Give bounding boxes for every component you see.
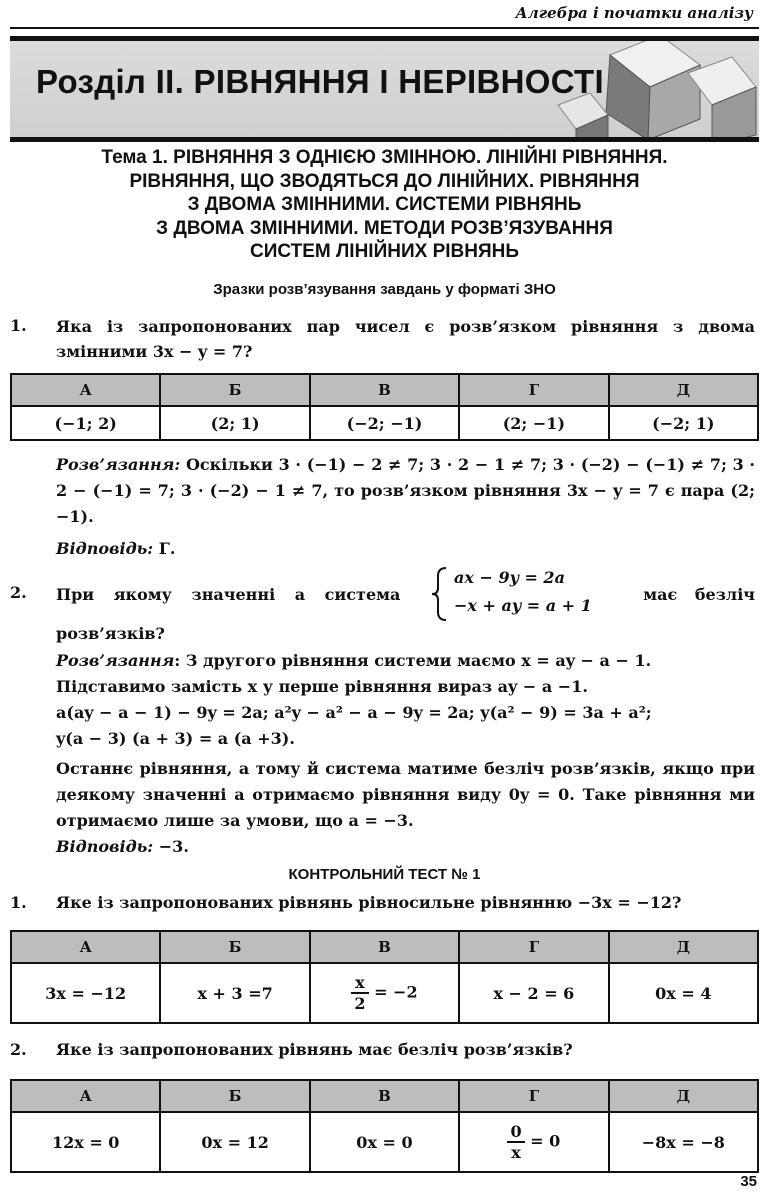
solution-line: a(ay − a − 1) − 9y = 2a; a²y − a² − a − 9y = 2a; y(a² − 9) = 3a + a²; (56, 703, 652, 722)
system-equation-2: −x + ay = a + 1 (454, 596, 592, 615)
answer-letter: Б (160, 931, 309, 963)
answer-table (10, 1079, 759, 1173)
answer-cell: (−1; 2) (11, 406, 160, 440)
answer-cell: 0x = 4 (609, 963, 758, 1023)
page-number: 35 (740, 1173, 757, 1190)
solution-text: : З другого рівняння системи маємо x = ay − a − 1. (174, 651, 652, 670)
answer-line (56, 835, 755, 859)
answer-value: Г. (153, 539, 176, 558)
answer-letter: Д (609, 1080, 758, 1112)
solution-text: Оскільки 3 · (−1) − 2 ≠ 7; 3 · 2 − 1 ≠ 7; 3 · (−2) − (−1) ≠ 7; 3 · 2 − (−1) = 7; 3 · (−2) − 1 ≠ 7, то розв’язком рівняння 3x − y = 7 є пара (2; −1). (56, 455, 755, 526)
equation-system (430, 566, 630, 622)
test-question-number: 1. (10, 893, 27, 912)
answer-letter: В (310, 374, 459, 406)
answer-letter: Д (609, 931, 758, 963)
answer-cell: 12x = 0 (11, 1112, 160, 1172)
answer-cell: x − 2 = 6 (459, 963, 608, 1023)
question-part: має безліч (643, 585, 755, 604)
fraction-numerator: 0 (507, 1122, 524, 1143)
answer-label: Відповідь: (56, 539, 154, 558)
answer-cell: (−2; 1) (609, 406, 758, 440)
section-title: Розділ ІІ. РІВНЯННЯ І НЕРІВНОСТІ (36, 63, 604, 100)
answer-cell: 0x = 12 (160, 1112, 309, 1172)
answer-letter: А (11, 374, 160, 406)
answer-line (56, 537, 755, 561)
solution-line (56, 648, 755, 674)
answer-value: −3. (153, 837, 189, 856)
example-number: 1. (10, 316, 27, 335)
answer-letter: А (11, 931, 160, 963)
answer-letter: Г (459, 1080, 608, 1112)
test-heading: КОНТРОЛЬНИЙ ТЕСТ № 1 (288, 866, 481, 883)
system-equation-1: ax − 9y = 2a (454, 568, 565, 587)
solution-paragraph: Останнє рівняння, а тому й система матиме безліч розв’язків, якщо при деякому значенні a отримаємо рівняння виду 0y = 0. Таке рівняння ми отримаємо лише за умови, що a = −3. (56, 759, 755, 830)
answer-cell-fraction (459, 1112, 608, 1172)
running-header: Алгебра і початки аналізу (515, 4, 753, 22)
solution-paragraph (56, 452, 755, 530)
fraction-denominator: x (511, 1143, 521, 1162)
answer-letter: Б (160, 1080, 309, 1112)
answer-letter: В (310, 931, 459, 963)
answer-letter: Г (459, 374, 608, 406)
answer-label: Відповідь: (56, 837, 154, 856)
test-question: Яке із запропонованих рівнянь рівносильне рівнянню −3x = −12? (56, 893, 682, 912)
solution-paragraph (56, 648, 755, 752)
answer-cell: (2; 1) (160, 406, 309, 440)
section-banner (10, 36, 759, 142)
answer-letter: Д (609, 374, 758, 406)
answer-table (10, 373, 759, 441)
test-question-number: 2. (10, 1040, 27, 1059)
answer-cell: x + 3 =7 (160, 963, 309, 1023)
example-number: 2. (10, 583, 27, 602)
topic-title-line: СИСТЕМ ЛІНІЙНИХ РІВНЯНЬ (249, 241, 520, 262)
topic-title (10, 146, 759, 264)
topic-title-line: З ДВОМА ЗМІННИМИ. МЕТОДИ РОЗВ’ЯЗУВАННЯ (156, 217, 613, 239)
fraction-rest: = 0 (530, 1131, 561, 1151)
fraction-numerator: x (351, 973, 368, 994)
test-question: Яке із запропонованих рівнянь має безліч розв’язків? (56, 1040, 573, 1059)
topic-title-line: Тема 1. РІВНЯННЯ З ОДНІЄЮ ЗМІННОЮ. ЛІНІЙНІ РІВНЯННЯ. (101, 147, 668, 168)
solution-line: Підставимо замість x у перше рівняння вираз ay − a −1. (56, 677, 588, 696)
left-brace-icon (430, 566, 450, 622)
topic-title-line: З ДВОМА ЗМІННИМИ. СИСТЕМИ РІВНЯНЬ (187, 194, 582, 215)
question-part: розв’язків? (56, 624, 165, 643)
answer-table (10, 930, 759, 1024)
answer-cell: (−2; −1) (310, 406, 459, 440)
solution-label: Розв’язання (56, 651, 175, 670)
fraction (351, 973, 368, 1013)
question-part: При якому значенні a система (56, 585, 401, 604)
example-question (56, 583, 436, 607)
fraction (507, 1122, 524, 1162)
solution-line: y(a − 3) (a + 3) = a (a +3). (56, 729, 295, 748)
answer-letter: Б (160, 374, 309, 406)
samples-heading: Зразки розв’язування завдань у форматі ЗНО (213, 281, 556, 298)
answer-cell-fraction (310, 963, 459, 1023)
header-rule (10, 27, 759, 29)
fraction-denominator: 2 (354, 994, 366, 1013)
answer-letter: А (11, 1080, 160, 1112)
answer-cell: 3x = −12 (11, 963, 160, 1023)
topic-title-line: РІВНЯННЯ, ЩО ЗВОДЯТЬСЯ ДО ЛІНІЙНИХ. РІВНЯННЯ (129, 170, 640, 192)
answer-cell: 0x = 0 (310, 1112, 459, 1172)
fraction-rest: = −2 (374, 982, 418, 1002)
example-question: Яка із запропонованих пар чисел є розв’язком рівняння з двома змінними 3x − y = 7? (56, 317, 755, 361)
answer-letter: Г (459, 931, 608, 963)
answer-cell: −8x = −8 (609, 1112, 758, 1172)
solution-label: Розв’язання: (56, 455, 181, 474)
answer-cell: (2; −1) (459, 406, 608, 440)
answer-letter: В (310, 1080, 459, 1112)
